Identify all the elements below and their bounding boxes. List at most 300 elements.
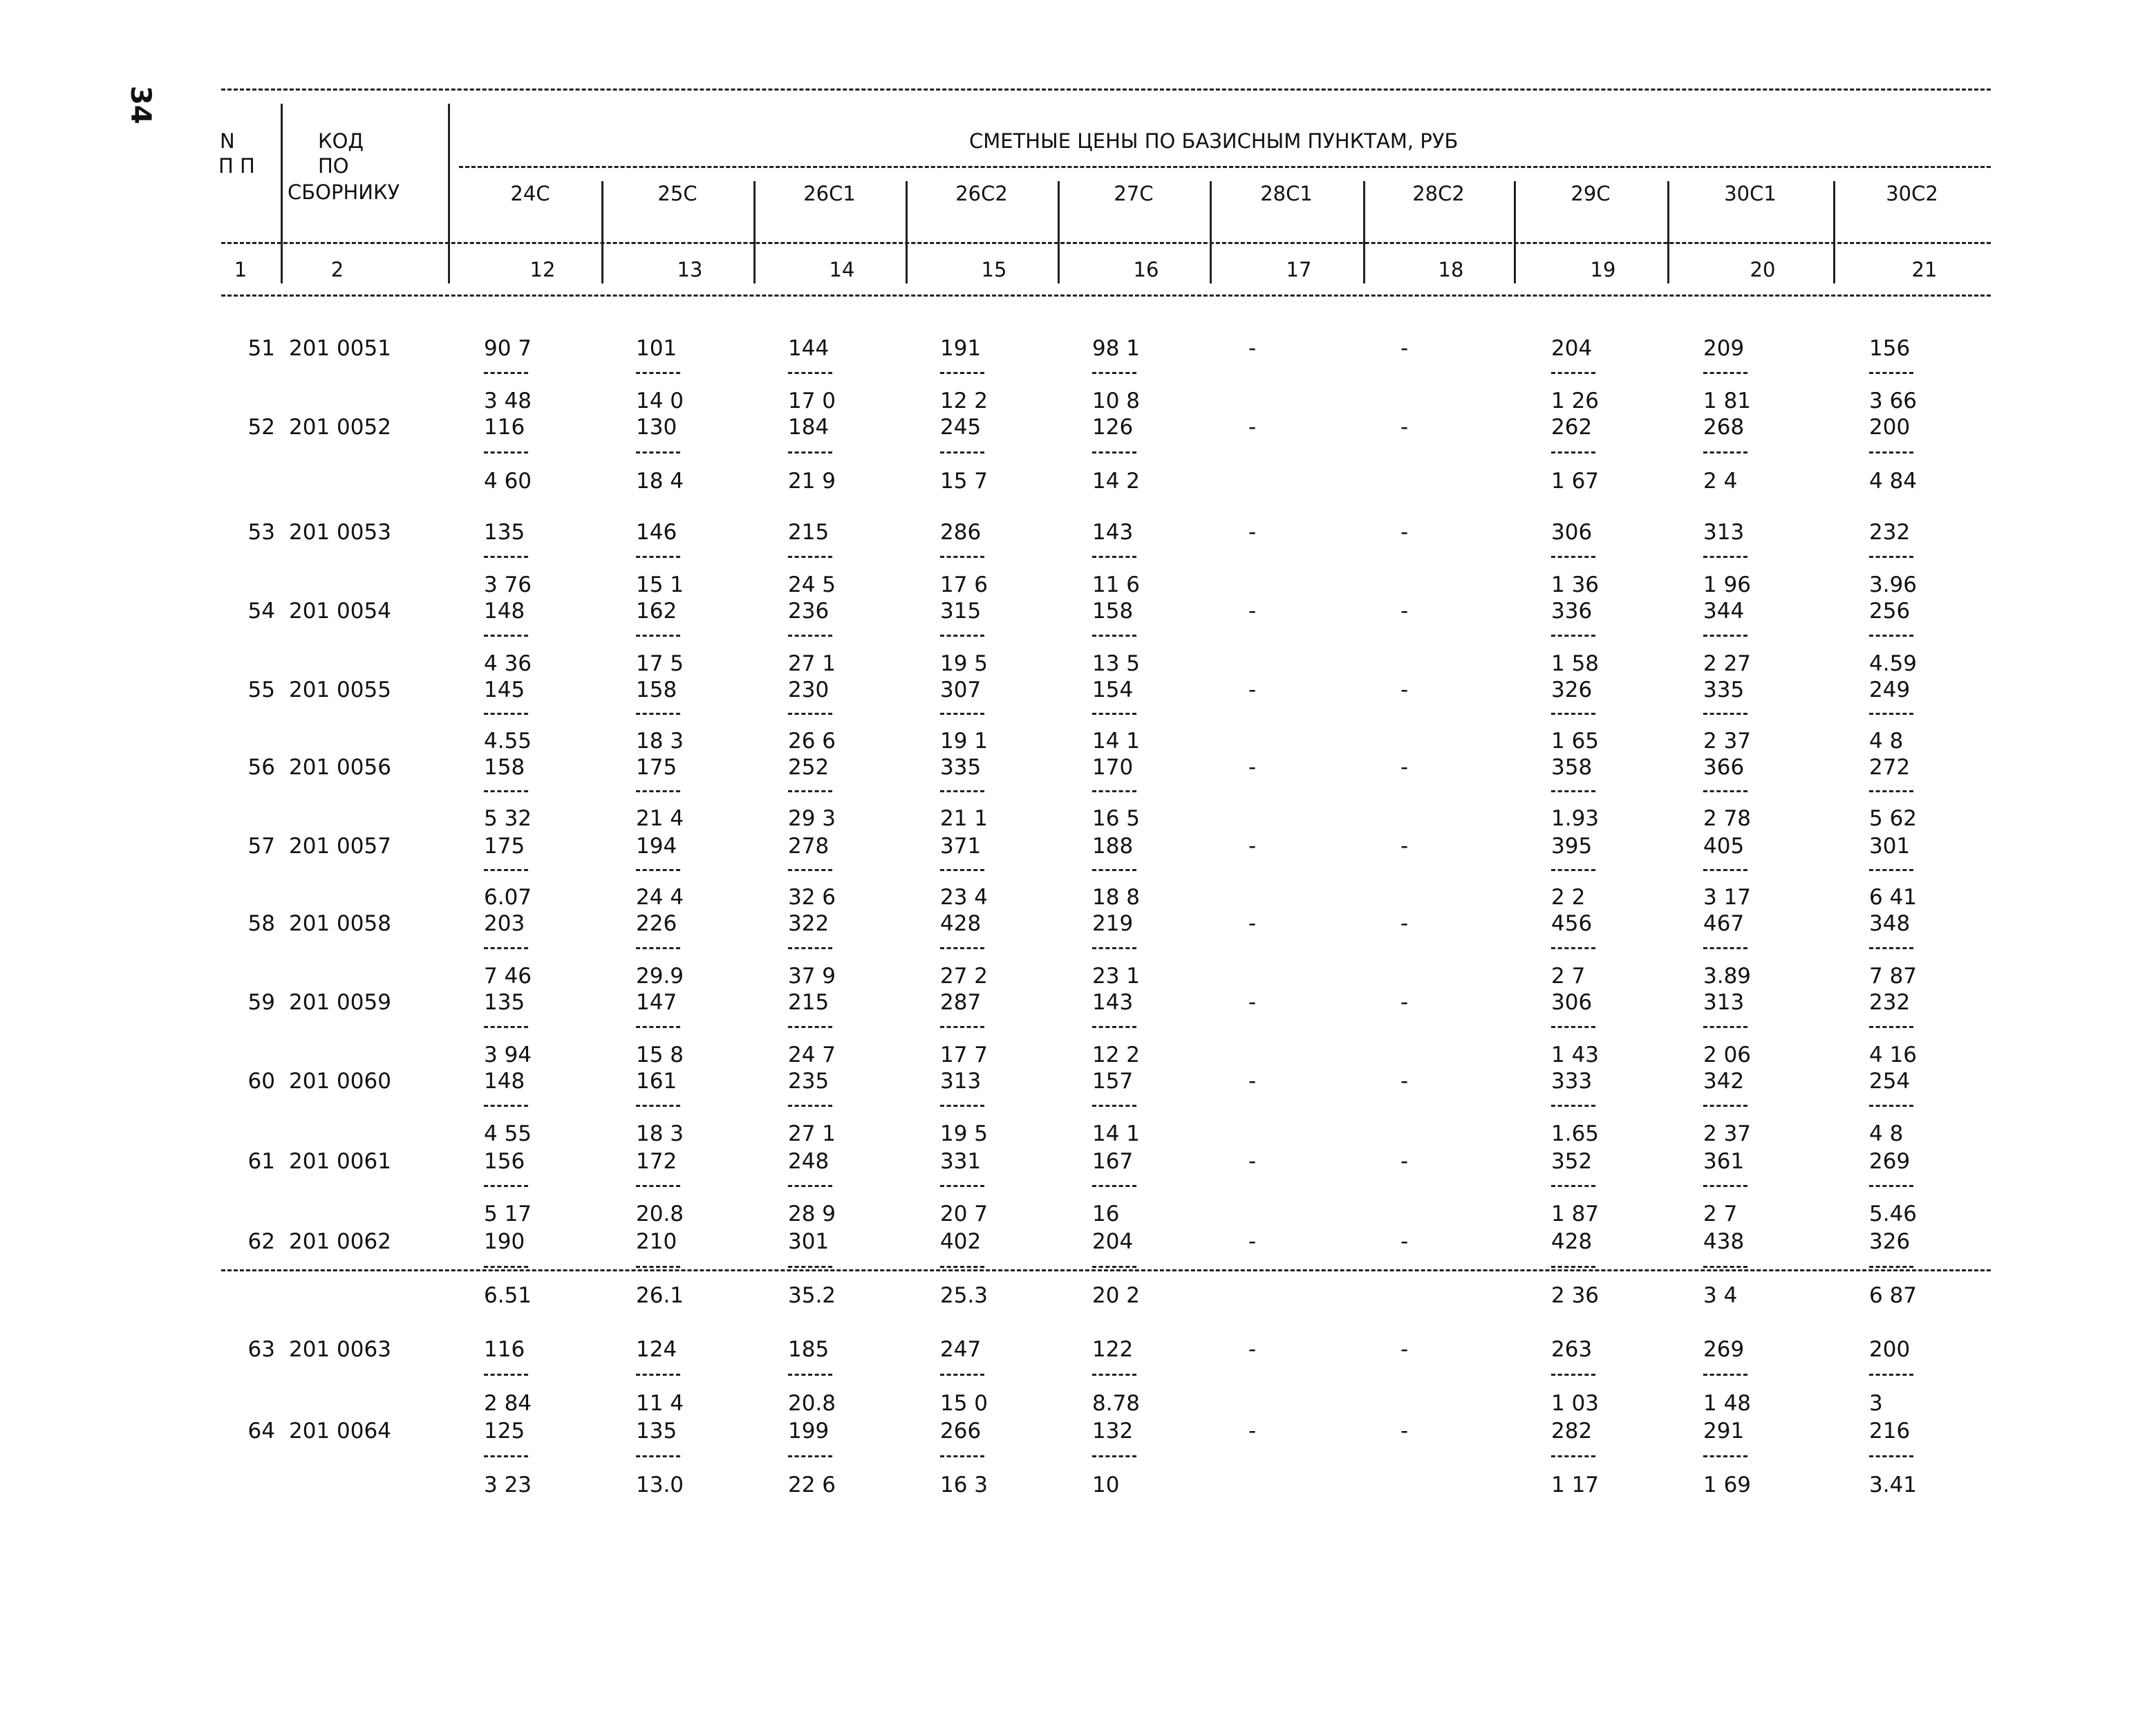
- fraction-line: [1551, 869, 1595, 871]
- price-29С-top: 263: [1551, 1337, 1593, 1362]
- price-26С2-bottom: 12 2: [940, 389, 988, 413]
- price-30С2-top: 301: [1869, 834, 1911, 859]
- price-30С2-bottom: 5.46: [1869, 1202, 1918, 1226]
- price-29С-bottom: 1.65: [1551, 1121, 1600, 1146]
- price-24С-bottom: 4 36: [484, 651, 532, 676]
- np-header-line2: П П: [218, 154, 255, 178]
- price-25С-bottom: 15 1: [636, 572, 684, 597]
- price-26С1-top: 252: [788, 755, 829, 780]
- fraction-line: [484, 1105, 528, 1107]
- fraction-line: [940, 556, 984, 558]
- price-26С2-bottom: 17 7: [940, 1043, 988, 1067]
- price-30С1-bottom: 2 37: [1703, 1121, 1752, 1146]
- price-24С-bottom: 4 60: [484, 469, 532, 494]
- price-30С1-bottom: 2 37: [1703, 729, 1752, 754]
- price-29С-bottom: 2 36: [1551, 1283, 1600, 1308]
- column-number-17: 17: [1286, 258, 1312, 281]
- fraction-line: [1869, 869, 1913, 871]
- price-26С1-bottom: 17 0: [788, 389, 836, 413]
- price-26С1-top: 235: [788, 1069, 829, 1094]
- fraction-line: [1703, 1105, 1747, 1107]
- price-30С1-bottom: 3 4: [1703, 1283, 1738, 1308]
- fraction-line: [636, 790, 680, 792]
- price-26С1-top: 215: [788, 520, 829, 545]
- fraction-line: [484, 947, 528, 949]
- point-header-4: 26С2: [955, 182, 1008, 205]
- price-30С1-bottom: 3 17: [1703, 885, 1752, 910]
- price-27С-bottom: 23 1: [1092, 964, 1141, 989]
- rule-group-divider: [459, 166, 1991, 168]
- fraction-line: [1092, 1374, 1136, 1376]
- price-25С-bottom: 29.9: [636, 964, 684, 989]
- price-30С1-bottom: 3.89: [1703, 964, 1752, 989]
- price-29С-top: 306: [1551, 520, 1593, 545]
- code-header-line1: КОД: [318, 129, 364, 153]
- price-27С-top: 204: [1092, 1229, 1134, 1254]
- col-divider-code: [448, 104, 450, 283]
- price-30С2-bottom: 4 8: [1869, 729, 1904, 754]
- price-27С-top: 167: [1092, 1149, 1134, 1174]
- fraction-line: [636, 1266, 680, 1268]
- price-30С1-top: 344: [1703, 599, 1745, 624]
- fraction-line: [1703, 556, 1747, 558]
- point-header-2: 25С: [657, 182, 697, 205]
- price-30С1-bottom: 2 06: [1703, 1043, 1752, 1067]
- price-25С-bottom: 20.8: [636, 1202, 684, 1226]
- price-26С1-bottom: 24 5: [788, 572, 836, 597]
- fraction-line: [1551, 1374, 1595, 1376]
- price-30С1-bottom: 2 78: [1703, 806, 1752, 831]
- price-25С-bottom: 17 5: [636, 651, 684, 676]
- col-divider-point-2: [753, 181, 756, 283]
- price-29С-top: 262: [1551, 415, 1593, 440]
- row-number: 57: [247, 834, 275, 859]
- price-26С2-bottom: 19 5: [940, 651, 988, 676]
- price-26С2-top: 402: [940, 1229, 982, 1254]
- price-28С2-top: -: [1400, 599, 1409, 624]
- price-24С-top: 125: [484, 1419, 525, 1444]
- price-29С-bottom: 1 43: [1551, 1043, 1600, 1067]
- point-header-10: 30С2: [1886, 182, 1938, 205]
- price-30С2-top: 326: [1869, 1229, 1911, 1254]
- price-26С1-bottom: 35.2: [788, 1283, 836, 1308]
- price-27С-top: 170: [1092, 755, 1134, 780]
- price-24С-top: 190: [484, 1229, 525, 1254]
- price-29С-top: 326: [1551, 678, 1593, 702]
- fraction-line: [484, 713, 528, 715]
- price-25С-bottom: 21 4: [636, 806, 684, 831]
- price-30С2-top: 232: [1869, 520, 1911, 545]
- price-27С-bottom: 14 1: [1092, 1121, 1141, 1146]
- price-28С1-top: -: [1248, 755, 1257, 780]
- price-30С1-top: 291: [1703, 1419, 1745, 1444]
- rule-section-divider: [221, 1269, 1991, 1271]
- fraction-line: [1703, 451, 1747, 454]
- col-divider-point-4: [1058, 181, 1060, 283]
- row-code: 201 0056: [289, 755, 391, 780]
- price-30С1-bottom: 1 81: [1703, 389, 1752, 413]
- fraction-line: [1703, 1455, 1747, 1457]
- fraction-line: [636, 1026, 680, 1028]
- price-27С-bottom: 13 5: [1092, 651, 1141, 676]
- price-26С2-bottom: 16 3: [940, 1473, 988, 1497]
- price-26С1-top: 215: [788, 990, 829, 1015]
- fraction-line: [1092, 1026, 1136, 1028]
- price-24С-bottom: 4.55: [484, 729, 532, 754]
- price-24С-top: 148: [484, 1069, 525, 1094]
- fraction-line: [1551, 372, 1595, 374]
- column-number-20: 20: [1750, 258, 1776, 281]
- fraction-line: [1703, 713, 1747, 715]
- price-27С-top: 122: [1092, 1337, 1134, 1362]
- row-code: 201 0055: [289, 678, 391, 702]
- price-26С2-top: 266: [940, 1419, 982, 1444]
- price-27С-top: 154: [1092, 678, 1134, 702]
- fraction-line: [1092, 451, 1136, 454]
- price-28С2-top: -: [1400, 415, 1409, 440]
- fraction-line: [1869, 1026, 1913, 1028]
- price-24С-top: 135: [484, 990, 525, 1015]
- price-28С2-top: -: [1400, 1069, 1409, 1094]
- fraction-line: [1869, 947, 1913, 949]
- price-25С-bottom: 11 4: [636, 1391, 684, 1416]
- price-30С2-top: 216: [1869, 1419, 1911, 1444]
- price-25С-top: 161: [636, 1069, 677, 1094]
- price-26С2-top: 313: [940, 1069, 982, 1094]
- price-29С-top: 306: [1551, 990, 1593, 1015]
- price-30С2-bottom: 6 41: [1869, 885, 1918, 910]
- price-26С2-bottom: 27 2: [940, 964, 988, 989]
- price-30С2-bottom: 4 8: [1869, 1121, 1904, 1146]
- fraction-line: [636, 556, 680, 558]
- fraction-line: [1551, 790, 1595, 792]
- fraction-line: [1092, 1455, 1136, 1457]
- price-26С2-bottom: 19 5: [940, 1121, 988, 1146]
- price-26С1-bottom: 27 1: [788, 651, 836, 676]
- fraction-line: [1869, 372, 1913, 374]
- fraction-line: [1092, 713, 1136, 715]
- column-number-13: 13: [677, 258, 703, 281]
- column-number-19: 19: [1590, 258, 1616, 281]
- price-30С2-top: 249: [1869, 678, 1911, 702]
- fraction-line: [940, 947, 984, 949]
- fraction-line: [636, 451, 680, 454]
- price-26С2-bottom: 15 7: [940, 469, 988, 494]
- price-28С2-top: -: [1400, 678, 1409, 702]
- price-26С2-bottom: 17 6: [940, 572, 988, 597]
- price-25С-top: 175: [636, 755, 677, 780]
- price-27С-bottom: 14 2: [1092, 469, 1141, 494]
- price-28С2-top: -: [1400, 1337, 1409, 1362]
- price-30С1-top: 313: [1703, 520, 1745, 545]
- price-27С-top: 158: [1092, 599, 1134, 624]
- price-28С2-top: -: [1400, 834, 1409, 859]
- fraction-line: [788, 713, 832, 715]
- price-28С2-top: -: [1400, 990, 1409, 1015]
- col-divider-point-3: [906, 181, 908, 283]
- price-24С-top: 203: [484, 911, 525, 936]
- fraction-line: [788, 790, 832, 792]
- fraction-line: [788, 1455, 832, 1457]
- code-header-line3: СБОРНИКУ: [288, 180, 400, 204]
- price-24С-bottom: 3 48: [484, 389, 532, 413]
- fraction-line: [1551, 1266, 1595, 1268]
- column-number-18: 18: [1438, 258, 1464, 281]
- price-24С-bottom: 6.51: [484, 1283, 532, 1308]
- price-24С-top: 116: [484, 1337, 525, 1362]
- price-26С1-bottom: 24 7: [788, 1043, 836, 1067]
- price-26С1-bottom: 29 3: [788, 806, 836, 831]
- price-25С-top: 130: [636, 415, 677, 440]
- fraction-line: [1703, 869, 1747, 871]
- price-26С1-bottom: 37 9: [788, 964, 836, 989]
- fraction-line: [1092, 1266, 1136, 1268]
- row-number: 63: [247, 1337, 275, 1362]
- row-number: 53: [247, 520, 275, 545]
- fraction-line: [940, 869, 984, 871]
- price-27С-bottom: 16: [1092, 1202, 1120, 1226]
- fraction-line: [484, 1374, 528, 1376]
- row-code: 201 0059: [289, 990, 391, 1015]
- price-26С1-top: 301: [788, 1229, 829, 1254]
- row-number: 51: [247, 336, 275, 361]
- fraction-line: [940, 713, 984, 715]
- price-29С-bottom: 1 26: [1551, 389, 1600, 413]
- price-28С2-top: -: [1400, 755, 1409, 780]
- price-29С-top: 204: [1551, 336, 1593, 361]
- price-25С-top: 162: [636, 599, 677, 624]
- price-30С1-bottom: 1 96: [1703, 572, 1752, 597]
- fraction-line: [788, 1266, 832, 1268]
- price-25С-top: 172: [636, 1149, 677, 1174]
- page-number: 34: [124, 86, 156, 124]
- fraction-line: [636, 372, 680, 374]
- price-24С-top: 148: [484, 599, 525, 624]
- price-30С1-top: 268: [1703, 415, 1745, 440]
- price-30С2-top: 254: [1869, 1069, 1911, 1094]
- price-29С-bottom: 1.93: [1551, 806, 1600, 831]
- fraction-line: [788, 869, 832, 871]
- price-24С-top: 156: [484, 1149, 525, 1174]
- price-26С2-bottom: 19 1: [940, 729, 988, 754]
- fraction-line: [1092, 372, 1136, 374]
- price-24С-top: 158: [484, 755, 525, 780]
- price-29С-top: 336: [1551, 599, 1593, 624]
- fraction-line: [788, 1105, 832, 1107]
- price-26С2-top: 331: [940, 1149, 982, 1174]
- rule-top: [221, 88, 1991, 91]
- price-24С-top: 116: [484, 415, 525, 440]
- price-30С1-bottom: 2 7: [1703, 1202, 1738, 1226]
- price-27С-bottom: 11 6: [1092, 572, 1141, 597]
- price-25С-bottom: 24 4: [636, 885, 684, 910]
- col-divider-point-6: [1363, 181, 1365, 283]
- price-30С2-top: 348: [1869, 911, 1911, 936]
- price-29С-top: 358: [1551, 755, 1593, 780]
- price-27С-bottom: 8.78: [1092, 1391, 1141, 1416]
- price-27С-top: 126: [1092, 415, 1134, 440]
- fraction-line: [940, 1185, 984, 1187]
- price-24С-top: 135: [484, 520, 525, 545]
- fraction-line: [1869, 556, 1913, 558]
- price-24С-bottom: 3 23: [484, 1473, 532, 1497]
- price-26С2-top: 307: [940, 678, 982, 702]
- price-27С-bottom: 10: [1092, 1473, 1120, 1497]
- price-28С2-top: -: [1400, 1229, 1409, 1254]
- fraction-line: [1092, 1185, 1136, 1187]
- fraction-line: [1703, 790, 1747, 792]
- price-25С-bottom: 26.1: [636, 1283, 684, 1308]
- fraction-line: [484, 869, 528, 871]
- fraction-line: [1092, 790, 1136, 792]
- price-29С-top: 395: [1551, 834, 1593, 859]
- price-25С-top: 146: [636, 520, 677, 545]
- fraction-line: [940, 1266, 984, 1268]
- fraction-line: [484, 790, 528, 792]
- price-28С1-top: -: [1248, 520, 1257, 545]
- row-number: 56: [247, 755, 275, 780]
- fraction-line: [788, 1026, 832, 1028]
- price-29С-bottom: 1 03: [1551, 1391, 1600, 1416]
- price-27С-bottom: 12 2: [1092, 1043, 1141, 1067]
- fraction-line: [940, 1455, 984, 1457]
- price-27С-top: 188: [1092, 834, 1134, 859]
- price-27С-bottom: 10 8: [1092, 389, 1141, 413]
- fraction-line: [484, 451, 528, 454]
- price-26С2-bottom: 20 7: [940, 1202, 988, 1226]
- price-26С1-top: 184: [788, 415, 829, 440]
- fraction-line: [1092, 556, 1136, 558]
- rule-header-bottom: [221, 242, 1991, 244]
- fraction-line: [1869, 1105, 1913, 1107]
- price-30С1-bottom: 1 69: [1703, 1473, 1752, 1497]
- price-29С-top: 352: [1551, 1149, 1593, 1174]
- fraction-line: [1869, 635, 1913, 637]
- price-26С2-bottom: 15 0: [940, 1391, 988, 1416]
- fraction-line: [484, 635, 528, 637]
- code-header-line2: ПО: [318, 154, 349, 178]
- point-header-3: 26С1: [803, 182, 856, 205]
- price-26С1-bottom: 20.8: [788, 1391, 836, 1416]
- price-27С-bottom: 14 1: [1092, 729, 1141, 754]
- price-29С-bottom: 2 7: [1551, 964, 1586, 989]
- price-27С-top: 132: [1092, 1419, 1134, 1444]
- fraction-line: [636, 1105, 680, 1107]
- price-26С1-top: 236: [788, 599, 829, 624]
- fraction-line: [788, 947, 832, 949]
- price-25С-top: 101: [636, 336, 677, 361]
- fraction-line: [788, 1185, 832, 1187]
- price-30С2-top: 272: [1869, 755, 1911, 780]
- fraction-line: [1869, 713, 1913, 715]
- row-number: 60: [247, 1069, 275, 1094]
- price-30С2-top: 256: [1869, 599, 1911, 624]
- price-24С-bottom: 5 32: [484, 806, 532, 831]
- price-25С-top: 124: [636, 1337, 677, 1362]
- price-24С-bottom: 2 84: [484, 1391, 532, 1416]
- price-26С1-bottom: 22 6: [788, 1473, 836, 1497]
- row-number: 54: [247, 599, 275, 624]
- fraction-line: [1092, 947, 1136, 949]
- price-26С1-top: 230: [788, 678, 829, 702]
- point-header-7: 28С2: [1412, 182, 1465, 205]
- price-28С1-top: -: [1248, 336, 1257, 361]
- price-28С1-top: -: [1248, 990, 1257, 1015]
- price-25С-bottom: 18 3: [636, 729, 684, 754]
- price-26С2-top: 286: [940, 520, 982, 545]
- price-28С1-top: -: [1248, 1419, 1257, 1444]
- price-25С-bottom: 13.0: [636, 1473, 684, 1497]
- price-26С1-bottom: 28 9: [788, 1202, 836, 1226]
- row-number: 62: [247, 1229, 275, 1254]
- price-25С-bottom: 18 4: [636, 469, 684, 494]
- fraction-line: [1869, 1266, 1913, 1268]
- column-number-16: 16: [1133, 258, 1159, 281]
- row-code: 201 0060: [289, 1069, 391, 1094]
- price-25С-top: 158: [636, 678, 677, 702]
- fraction-line: [636, 947, 680, 949]
- row-number: 64: [247, 1419, 275, 1444]
- price-24С-top: 145: [484, 678, 525, 702]
- price-30С1-bottom: 2 27: [1703, 651, 1752, 676]
- price-30С1-bottom: 2 4: [1703, 469, 1738, 494]
- price-26С2-top: 191: [940, 336, 982, 361]
- price-30С1-top: 405: [1703, 834, 1745, 859]
- price-30С2-bottom: 3 66: [1869, 389, 1918, 413]
- fraction-line: [788, 635, 832, 637]
- price-26С1-top: 248: [788, 1149, 829, 1174]
- price-28С1-top: -: [1248, 599, 1257, 624]
- fraction-line: [940, 1026, 984, 1028]
- price-26С2-bottom: 25.3: [940, 1283, 988, 1308]
- price-28С1-top: -: [1248, 415, 1257, 440]
- column-number-15: 15: [981, 258, 1007, 281]
- price-24С-bottom: 6.07: [484, 885, 532, 910]
- row-code: 201 0062: [289, 1229, 391, 1254]
- price-25С-bottom: 15 8: [636, 1043, 684, 1067]
- price-27С-top: 143: [1092, 520, 1134, 545]
- fraction-line: [940, 451, 984, 454]
- col-divider-point-7: [1514, 181, 1516, 283]
- price-26С2-top: 335: [940, 755, 982, 780]
- fraction-line: [1703, 1266, 1747, 1268]
- price-28С1-top: -: [1248, 834, 1257, 859]
- price-26С1-bottom: 26 6: [788, 729, 836, 754]
- price-26С2-top: 315: [940, 599, 982, 624]
- price-29С-bottom: 1 65: [1551, 729, 1600, 754]
- fraction-line: [636, 1185, 680, 1187]
- price-29С-bottom: 1 17: [1551, 1473, 1600, 1497]
- fraction-line: [484, 1455, 528, 1457]
- price-24С-top: 175: [484, 834, 525, 859]
- price-25С-top: 194: [636, 834, 677, 859]
- price-29С-top: 428: [1551, 1229, 1593, 1254]
- fraction-line: [636, 713, 680, 715]
- price-30С2-bottom: 4 84: [1869, 469, 1918, 494]
- fraction-line: [940, 790, 984, 792]
- price-30С2-top: 200: [1869, 415, 1911, 440]
- column-number-1: 1: [234, 258, 247, 281]
- fraction-line: [1092, 635, 1136, 637]
- rule-colnum-bottom: [221, 295, 1991, 297]
- price-26С1-top: 185: [788, 1337, 829, 1362]
- row-code: 201 0063: [289, 1337, 391, 1362]
- fraction-line: [1551, 713, 1595, 715]
- fraction-line: [484, 556, 528, 558]
- price-30С1-top: 209: [1703, 336, 1745, 361]
- fraction-line: [1703, 1374, 1747, 1376]
- row-code: 201 0058: [289, 911, 391, 936]
